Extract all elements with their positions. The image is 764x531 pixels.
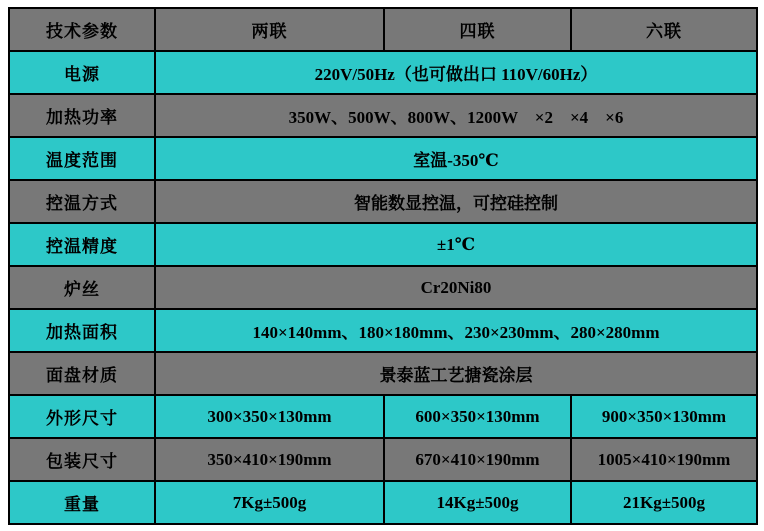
- row-package-size-six: 1005×410×190mm: [571, 438, 757, 481]
- row-weight-six: 21Kg±500g: [571, 481, 757, 524]
- row-dimensions: [9, 395, 757, 438]
- row-panel-material-label: 面盘材质: [9, 352, 155, 395]
- header-col-six: 六联: [571, 8, 757, 51]
- row-heating-power: [9, 94, 757, 137]
- row-weight: [9, 481, 757, 524]
- row-heating-power-value: 350W、500W、800W、1200W ×2 ×4 ×6: [155, 94, 757, 137]
- row-control-precision-label: 控温精度: [9, 223, 155, 266]
- row-weight-duplex: 7Kg±500g: [155, 481, 384, 524]
- row-power-label: 电源: [9, 51, 155, 94]
- row-dimensions-duplex: 300×350×130mm: [155, 395, 384, 438]
- row-control-method-label: 控温方式: [9, 180, 155, 223]
- row-temp-range-value: 室温-350℃: [155, 137, 757, 180]
- row-package-size: [9, 438, 757, 481]
- row-dimensions-label: 外形尺寸: [9, 395, 155, 438]
- row-temp-range: [9, 137, 757, 180]
- row-heating-power-label: 加热功率: [9, 94, 155, 137]
- row-control-method-value: 智能数显控温，可控硅控制: [155, 180, 757, 223]
- row-package-size-label: 包装尺寸: [9, 438, 155, 481]
- row-control-method: [9, 180, 757, 223]
- row-furnace-wire: [9, 266, 757, 309]
- row-weight-label: 重量: [9, 481, 155, 524]
- header-row: [9, 8, 757, 51]
- row-heating-area: [9, 309, 757, 352]
- row-furnace-wire-value: Cr20Ni80: [155, 266, 757, 309]
- row-package-size-quad: 670×410×190mm: [384, 438, 571, 481]
- row-heating-area-label: 加热面积: [9, 309, 155, 352]
- row-furnace-wire-label: 炉丝: [9, 266, 155, 309]
- row-package-size-duplex: 350×410×190mm: [155, 438, 384, 481]
- row-weight-quad: 14Kg±500g: [384, 481, 571, 524]
- header-col-quad: 四联: [384, 8, 571, 51]
- header-col-duplex: 两联: [155, 8, 384, 51]
- row-power: [9, 51, 757, 94]
- row-control-precision: [9, 223, 757, 266]
- row-heating-area-value: 140×140mm、180×180mm、230×230mm、280×280mm: [155, 309, 757, 352]
- spec-table: [8, 7, 758, 525]
- header-param-label: 技术参数: [9, 8, 155, 51]
- row-dimensions-six: 900×350×130mm: [571, 395, 757, 438]
- row-panel-material-value: 景泰蓝工艺搪瓷涂层: [155, 352, 757, 395]
- row-control-precision-value: ±1℃: [155, 223, 757, 266]
- row-panel-material: [9, 352, 757, 395]
- row-dimensions-quad: 600×350×130mm: [384, 395, 571, 438]
- row-power-value: 220V/50Hz（也可做出口 110V/60Hz）: [155, 51, 757, 94]
- row-temp-range-label: 温度范围: [9, 137, 155, 180]
